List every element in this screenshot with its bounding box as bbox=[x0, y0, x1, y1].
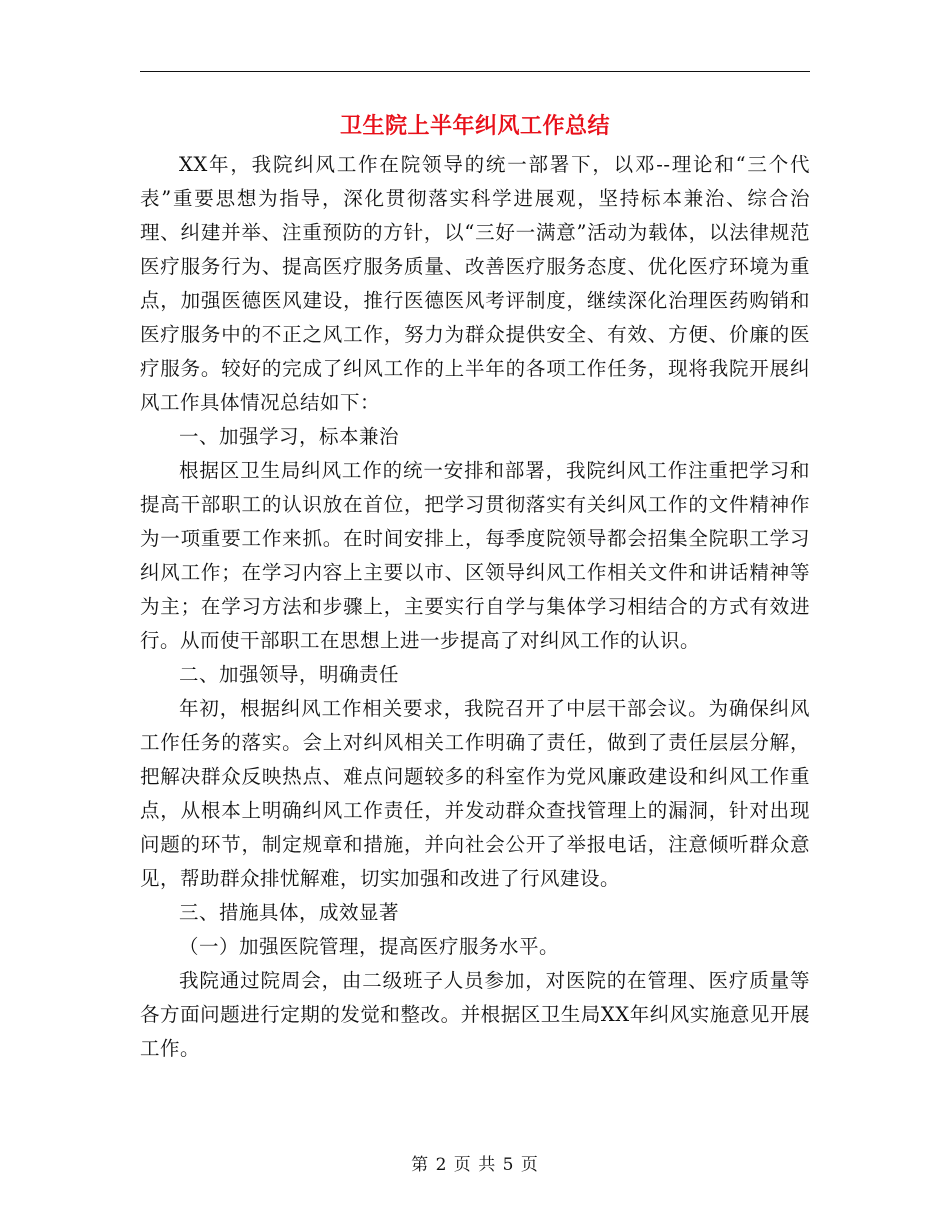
section-paragraph-2: 年初，根据纠风工作相关要求，我院召开了中层干部会议。为确保纠风工作任务的落实。会上对纠风相关工作明确了责任，做到了责任层层分解，把解决群众反映热点、难点问题较多的科室作为党风廉政建设和纠风工作重点，从根本上明确纠风工作责任，并发动群众查找管理上的漏洞，针对出现问题的环节，制定规章和措施，并向社会公开了举报电话，注意倾听群众意见，帮助群众排忧解难，切实加强和改进了行风建设。 bbox=[140, 697, 810, 890]
intro-paragraph: XX年，我院纠风工作在院领导的统一部署下，以邓--理论和“三个代表”重要思想为指导，深化贯彻落实科学进展观，坚持标本兼治、综合治理、纠建并举、注重预防的方针，以“三好一满意”活动为载体，以法律规范医疗服务行为、提高医疗服务质量、改善医疗服务态度、优化医疗环境为重点，加强医德医风建设，推行医德医风考评制度，继续深化治理医药购销和医疗服务中的不正之风工作，努力为群众提供安全、有效、方便、价廉的医疗服务。较好的完成了纠风工作的上半年的各项工作任务，现将我院开展纠风工作具体情况总结如下： bbox=[140, 153, 810, 414]
header-rule bbox=[140, 71, 810, 72]
section-heading-2: 二、加强领导，明确责任 bbox=[179, 663, 400, 686]
document-title: 卫生院上半年纠风工作总结 bbox=[339, 113, 610, 139]
section-heading-3: 三、措施具体，成效显著 bbox=[179, 901, 400, 924]
section-heading-1: 一、加强学习，标本兼治 bbox=[179, 425, 400, 448]
section-paragraph-1: 根据区卫生局纠风工作的统一安排和部署，我院纠风工作注重把学习和提高干部职工的认识放在首位，把学习贯彻落实有关纠风工作的文件精神作为一项重要工作来抓。在时间安排上，每季度院领导都会招集全院职工学习纠风工作；在学习内容上主要以市、区领导纠风工作相关文件和讲话精神等为主；在学习方法和步骤上，主要实行自学与集体学习相结合的方式有效进行。从而使干部职工在思想上进一步提高了对纠风工作的认识。 bbox=[140, 459, 810, 652]
subsection-paragraph-1: 我院通过院周会，由二级班子人员参加，对医院的在管理、医疗质量等各方面问题进行定期的发觉和整改。并根据区卫生局XX年纠风实施意见开展工作。 bbox=[140, 969, 810, 1060]
subsection-heading-1: （一）加强医院管理，提高医疗服务水平。 bbox=[179, 935, 560, 958]
document-body bbox=[140, 148, 810, 1066]
page-number-footer: 第 2 页 共 5 页 bbox=[411, 1155, 539, 1175]
